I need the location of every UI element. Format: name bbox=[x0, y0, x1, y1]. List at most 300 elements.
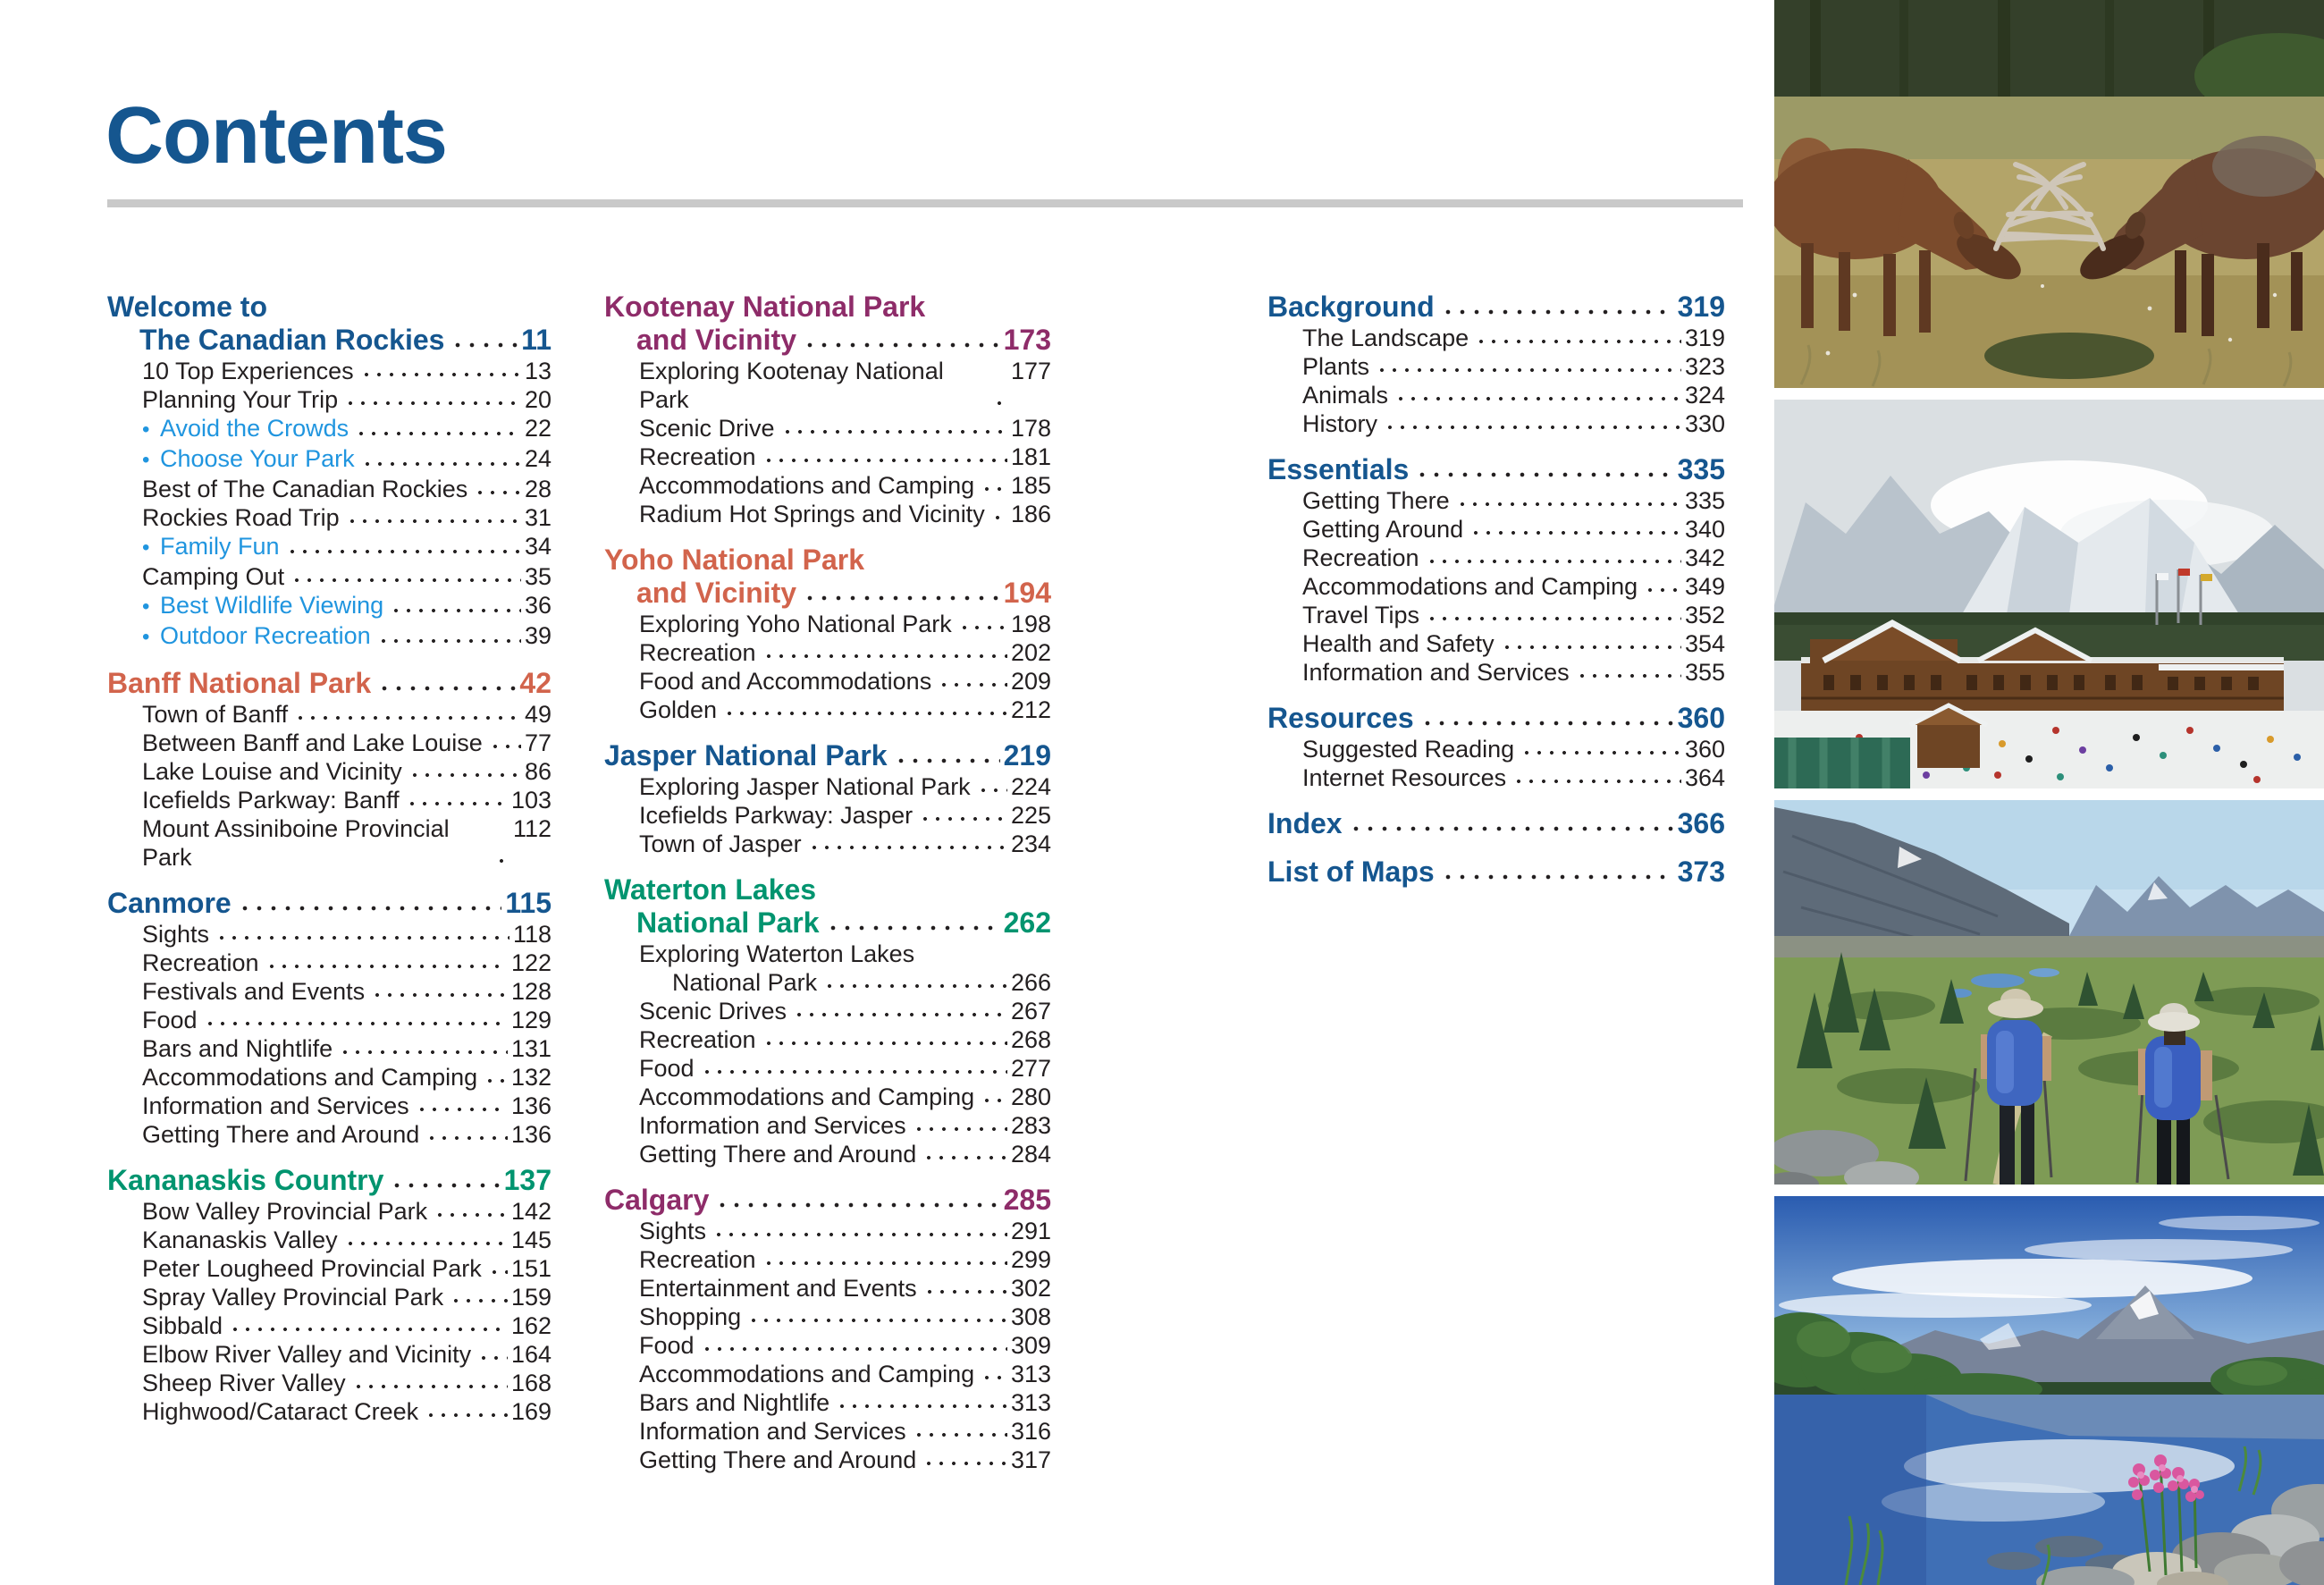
item-label: Sights bbox=[639, 1218, 707, 1244]
dot-leader bbox=[981, 1094, 1007, 1107]
item-label: Getting There and Around bbox=[142, 1121, 420, 1148]
dot-leader bbox=[1426, 555, 1681, 568]
dot-leader bbox=[360, 368, 521, 381]
item-page: 136 bbox=[510, 1121, 552, 1148]
item-label: Planning Your Trip bbox=[142, 386, 339, 413]
section-heading-line bbox=[107, 887, 552, 920]
item-page: 309 bbox=[1010, 1332, 1051, 1359]
item-label: Plants bbox=[1302, 353, 1370, 380]
dot-leader bbox=[1376, 364, 1681, 376]
dot-leader bbox=[1384, 421, 1681, 434]
section-heading-line bbox=[1267, 807, 1725, 840]
item-label: Spray Valley Provincial Park bbox=[142, 1284, 444, 1311]
dot-leader bbox=[836, 1400, 1007, 1412]
section-title: Canmore bbox=[107, 887, 232, 919]
item-page: 128 bbox=[510, 978, 552, 1005]
toc-section bbox=[1267, 856, 1725, 889]
section-heading-line bbox=[1267, 291, 1725, 324]
item-page: 267 bbox=[1010, 998, 1051, 1024]
dot-leader bbox=[803, 339, 1000, 351]
item-page: 323 bbox=[1684, 353, 1725, 380]
toc-item bbox=[604, 610, 1051, 638]
dot-leader bbox=[450, 339, 518, 351]
item-label: Information and Services bbox=[639, 1112, 906, 1139]
section-heading bbox=[604, 739, 1051, 772]
section-title: Kootenay National Park bbox=[604, 291, 926, 323]
item-page: 324 bbox=[1684, 382, 1725, 409]
dot-leader bbox=[484, 1075, 508, 1087]
item-label: 10 Top Experiences bbox=[142, 358, 354, 384]
toc-item bbox=[1267, 409, 1725, 438]
section-title: Resources bbox=[1267, 702, 1414, 734]
toc-item bbox=[604, 1388, 1051, 1417]
item-page: 319 bbox=[1684, 325, 1725, 351]
item-label: National Park bbox=[672, 969, 818, 996]
dot-leader bbox=[715, 1199, 999, 1211]
item-label: Exploring Yoho National Park bbox=[639, 611, 952, 637]
item-label: Kananaskis Valley bbox=[142, 1227, 338, 1253]
dot-leader bbox=[229, 1323, 508, 1336]
item-label: Exploring Jasper National Park bbox=[639, 773, 971, 800]
section-heading-line bbox=[604, 291, 1051, 324]
dot-leader bbox=[450, 1294, 508, 1307]
dot-leader bbox=[803, 592, 1000, 604]
item-page: 13 bbox=[524, 358, 552, 384]
section-title: Essentials bbox=[1267, 453, 1410, 485]
toc-column-3 bbox=[1267, 291, 1725, 904]
toc-item bbox=[604, 940, 1051, 968]
dot-leader bbox=[923, 1286, 1007, 1298]
toc-item bbox=[107, 1006, 552, 1034]
dot-leader bbox=[474, 486, 521, 499]
dot-leader bbox=[1456, 498, 1681, 510]
section-page: 11 bbox=[521, 324, 552, 356]
section-title: Welcome to bbox=[107, 291, 267, 323]
item-label: Accommodations and Camping bbox=[1302, 573, 1638, 600]
item-page: 86 bbox=[524, 758, 552, 785]
section-page: 285 bbox=[1003, 1184, 1051, 1216]
dot-leader bbox=[1475, 335, 1681, 348]
section-heading bbox=[1267, 702, 1725, 735]
item-page: 103 bbox=[510, 787, 552, 814]
item-label: Getting There bbox=[1302, 487, 1450, 514]
item-label: Peter Lougheed Provincial Park bbox=[142, 1255, 482, 1282]
toc-item bbox=[1267, 572, 1725, 601]
item-label: Town of Jasper bbox=[639, 830, 802, 857]
section-title: National Park bbox=[636, 906, 820, 939]
item-page: 355 bbox=[1684, 659, 1725, 686]
section-heading bbox=[604, 1184, 1051, 1217]
dot-leader bbox=[488, 1266, 508, 1278]
dot-leader bbox=[361, 458, 521, 470]
toc-item bbox=[1267, 629, 1725, 658]
toc-section bbox=[1267, 702, 1725, 792]
dot-leader bbox=[215, 932, 509, 944]
item-page: 49 bbox=[524, 701, 552, 728]
section-page: 173 bbox=[1003, 324, 1051, 356]
dot-leader bbox=[712, 1228, 1007, 1241]
section-page: 42 bbox=[519, 667, 552, 699]
toc-item bbox=[107, 729, 552, 757]
dot-leader bbox=[346, 515, 521, 527]
section-heading bbox=[107, 291, 552, 357]
dot-leader bbox=[919, 813, 1007, 825]
toc-item bbox=[107, 503, 552, 532]
toc-section bbox=[604, 544, 1051, 724]
item-page: 354 bbox=[1684, 630, 1725, 657]
toc-item bbox=[107, 414, 552, 444]
item-page: 34 bbox=[524, 533, 552, 560]
section-page: 319 bbox=[1677, 291, 1725, 323]
toc-item bbox=[107, 1092, 552, 1120]
section-title: Kananaskis Country bbox=[107, 1164, 384, 1196]
toc-item bbox=[604, 1446, 1051, 1474]
item-page: 181 bbox=[1010, 443, 1051, 470]
section-page: 115 bbox=[505, 887, 552, 919]
item-page: 268 bbox=[1010, 1026, 1051, 1053]
item-label: Shopping bbox=[639, 1303, 742, 1330]
item-label: Lake Louise and Vicinity bbox=[142, 758, 402, 785]
toc-item bbox=[107, 920, 552, 948]
photo-strip bbox=[1774, 0, 2324, 1585]
dot-leader bbox=[477, 1352, 508, 1364]
item-page: 283 bbox=[1010, 1112, 1051, 1139]
toc-item bbox=[604, 830, 1051, 858]
item-label: Recreation bbox=[142, 949, 259, 976]
item-label: Suggested Reading bbox=[1302, 736, 1515, 763]
item-label: Accommodations and Camping bbox=[639, 472, 975, 499]
dot-leader bbox=[344, 1237, 508, 1250]
photo-mountain-lake bbox=[1774, 1196, 2324, 1585]
item-page: 132 bbox=[510, 1064, 552, 1091]
item-label: Health and Safety bbox=[1302, 630, 1495, 657]
dot-leader bbox=[938, 679, 1007, 691]
ski-lodge-illustration bbox=[1774, 400, 2324, 788]
toc-item bbox=[107, 532, 552, 562]
item-label: Highwood/Cataract Creek bbox=[142, 1398, 419, 1425]
dot-leader bbox=[1644, 584, 1681, 596]
item-page: 284 bbox=[1010, 1141, 1051, 1168]
dot-leader bbox=[377, 635, 521, 647]
section-title: and Vicinity bbox=[636, 577, 797, 609]
section-heading bbox=[604, 873, 1051, 940]
toc-item bbox=[604, 471, 1051, 500]
toc-item bbox=[107, 814, 552, 872]
toc-item bbox=[107, 1197, 552, 1226]
item-label: Accommodations and Camping bbox=[142, 1064, 478, 1091]
dot-leader bbox=[1441, 871, 1674, 883]
dot-leader bbox=[294, 712, 521, 724]
item-page: 35 bbox=[524, 563, 552, 590]
toc-item bbox=[604, 1331, 1051, 1360]
toc-section bbox=[1267, 453, 1725, 687]
dot-leader bbox=[265, 960, 508, 973]
item-label: Information and Services bbox=[142, 1092, 409, 1119]
toc-section bbox=[1267, 807, 1725, 840]
bullet-icon: • bbox=[142, 594, 150, 619]
item-page: 198 bbox=[1010, 611, 1051, 637]
item-page: 291 bbox=[1010, 1218, 1051, 1244]
toc-item bbox=[107, 977, 552, 1006]
section-heading-line bbox=[107, 667, 552, 700]
item-label: Elbow River Valley and Vicinity bbox=[142, 1341, 472, 1368]
toc-item bbox=[1267, 735, 1725, 763]
item-label: Choose Your Park bbox=[160, 445, 355, 472]
dot-leader bbox=[922, 1457, 1007, 1470]
dot-leader bbox=[1415, 468, 1673, 481]
dot-leader bbox=[1469, 527, 1681, 539]
toc-item bbox=[107, 948, 552, 977]
dot-leader bbox=[1520, 746, 1681, 759]
item-label: Recreation bbox=[639, 443, 756, 470]
toc-item bbox=[604, 1111, 1051, 1140]
section-title: Banff National Park bbox=[107, 667, 372, 699]
toc-item bbox=[604, 1083, 1051, 1111]
section-heading bbox=[107, 667, 552, 700]
item-page: 317 bbox=[1010, 1446, 1051, 1473]
section-title: Yoho National Park bbox=[604, 544, 865, 576]
item-label: Getting There and Around bbox=[639, 1446, 917, 1473]
item-label: Internet Resources bbox=[1302, 764, 1507, 791]
toc-item bbox=[604, 357, 1051, 414]
toc-section bbox=[604, 1184, 1051, 1474]
section-page: 366 bbox=[1677, 807, 1725, 839]
dot-leader bbox=[793, 1008, 1007, 1021]
dot-leader bbox=[371, 989, 508, 1001]
item-page: 277 bbox=[1010, 1055, 1051, 1082]
dot-leader bbox=[701, 1066, 1007, 1078]
toc-item bbox=[107, 1254, 552, 1283]
toc-item bbox=[604, 500, 1051, 528]
dot-leader bbox=[408, 769, 521, 781]
toc-item bbox=[107, 1340, 552, 1369]
item-label: Accommodations and Camping bbox=[639, 1361, 975, 1387]
item-page: 308 bbox=[1010, 1303, 1051, 1330]
item-page: 186 bbox=[1010, 501, 1051, 527]
dot-leader bbox=[377, 682, 516, 695]
dot-leader bbox=[762, 650, 1007, 662]
item-page: 313 bbox=[1010, 1389, 1051, 1416]
toc-item bbox=[604, 968, 1051, 997]
item-label: Sibbald bbox=[142, 1312, 223, 1339]
item-label: Recreation bbox=[639, 1026, 756, 1053]
item-page: 112 bbox=[512, 815, 552, 842]
toc-item bbox=[604, 772, 1051, 801]
item-page: 266 bbox=[1010, 969, 1051, 996]
item-label: Camping Out bbox=[142, 563, 285, 590]
section-page: 137 bbox=[503, 1164, 552, 1196]
dot-leader bbox=[981, 1371, 1007, 1384]
item-page: 316 bbox=[1010, 1418, 1051, 1445]
section-title: Waterton Lakes bbox=[604, 873, 817, 906]
item-page: 330 bbox=[1684, 410, 1725, 437]
hikers-meadow-illustration bbox=[1774, 800, 2324, 1185]
dot-leader bbox=[390, 604, 521, 617]
dot-leader bbox=[981, 483, 1007, 495]
toc-item bbox=[1267, 515, 1725, 544]
dot-leader bbox=[826, 922, 1000, 934]
toc-item bbox=[1267, 324, 1725, 352]
toc-item bbox=[107, 1397, 552, 1426]
dot-leader bbox=[1420, 717, 1674, 729]
dot-leader bbox=[762, 1257, 1007, 1269]
section-page: 335 bbox=[1677, 453, 1725, 485]
section-heading-line bbox=[604, 739, 1051, 772]
item-label: Icefields Parkway: Jasper bbox=[639, 802, 914, 829]
mountain-lake-illustration bbox=[1774, 1196, 2324, 1585]
title-rule bbox=[107, 199, 1743, 207]
toc-item bbox=[604, 443, 1051, 471]
section-title: Jasper National Park bbox=[604, 739, 888, 771]
item-page: 302 bbox=[1010, 1275, 1051, 1302]
item-label: Exploring Waterton Lakes bbox=[639, 940, 915, 967]
toc-item bbox=[107, 1034, 552, 1063]
section-title: Calgary bbox=[604, 1184, 710, 1216]
dot-leader bbox=[762, 1037, 1007, 1050]
photo-hikers-meadow bbox=[1774, 800, 2324, 1185]
section-heading bbox=[107, 887, 552, 920]
section-heading bbox=[1267, 453, 1725, 486]
toc-item bbox=[604, 1245, 1051, 1274]
dot-leader bbox=[1501, 641, 1681, 653]
dot-leader bbox=[339, 1046, 508, 1058]
item-label: Recreation bbox=[639, 1246, 756, 1273]
toc-item bbox=[107, 1226, 552, 1254]
item-label: Recreation bbox=[639, 639, 756, 666]
section-heading bbox=[1267, 807, 1725, 840]
dot-leader bbox=[238, 902, 502, 915]
item-page: 212 bbox=[1010, 696, 1051, 723]
item-page: 31 bbox=[524, 504, 552, 531]
section-title: and Vicinity bbox=[636, 324, 797, 356]
item-label: Rockies Road Trip bbox=[142, 504, 340, 531]
section-heading-line bbox=[107, 291, 552, 324]
section-heading-line bbox=[107, 324, 552, 357]
bullet-icon: • bbox=[142, 417, 150, 442]
item-page: 77 bbox=[524, 729, 552, 756]
item-label: Family Fun bbox=[160, 533, 280, 560]
toc-item bbox=[604, 696, 1051, 724]
item-label: Entertainment and Events bbox=[639, 1275, 917, 1302]
item-label: Outdoor Recreation bbox=[160, 622, 371, 649]
section-heading-line bbox=[1267, 856, 1725, 889]
item-label: Best of The Canadian Rockies bbox=[142, 476, 468, 502]
item-label: Scenic Drives bbox=[639, 998, 787, 1024]
dot-leader bbox=[390, 1179, 500, 1192]
item-label: Food bbox=[142, 1007, 198, 1033]
toc-item bbox=[604, 414, 1051, 443]
item-label: Exploring Kootenay National Park bbox=[639, 358, 944, 413]
photo-ski-lodge bbox=[1774, 400, 2324, 788]
item-label: Golden bbox=[639, 696, 718, 723]
item-page: 169 bbox=[510, 1398, 552, 1425]
toc-column-2 bbox=[604, 291, 1051, 1489]
section-heading-line bbox=[107, 1164, 552, 1197]
dot-leader bbox=[977, 784, 1007, 797]
item-page: 162 bbox=[510, 1312, 552, 1339]
dot-leader bbox=[204, 1017, 508, 1030]
section-heading bbox=[604, 544, 1051, 610]
item-page: 352 bbox=[1684, 602, 1725, 628]
toc-item bbox=[1267, 352, 1725, 381]
item-label: Bow Valley Provincial Park bbox=[142, 1198, 428, 1225]
section-heading-line bbox=[604, 906, 1051, 940]
section-title: Index bbox=[1267, 807, 1343, 839]
item-page: 159 bbox=[510, 1284, 552, 1311]
dot-leader bbox=[993, 397, 1007, 409]
item-label: Radium Hot Springs and Vicinity bbox=[639, 501, 985, 527]
item-label: Best Wildlife Viewing bbox=[160, 592, 384, 619]
item-page: 136 bbox=[510, 1092, 552, 1119]
item-label: Festivals and Events bbox=[142, 978, 366, 1005]
item-page: 131 bbox=[510, 1035, 552, 1062]
item-page: 313 bbox=[1010, 1361, 1051, 1387]
toc-item bbox=[107, 1369, 552, 1397]
item-page: 20 bbox=[524, 386, 552, 413]
dot-leader bbox=[416, 1103, 508, 1116]
toc-item bbox=[1267, 486, 1725, 515]
dot-leader bbox=[1576, 670, 1681, 682]
section-heading-line bbox=[604, 577, 1051, 610]
item-label: Town of Banff bbox=[142, 701, 289, 728]
section-heading bbox=[107, 1164, 552, 1197]
dot-leader bbox=[781, 426, 1007, 438]
toc-item bbox=[107, 786, 552, 814]
item-label: Mount Assiniboine Provincial Park bbox=[142, 815, 450, 871]
dot-leader bbox=[425, 1132, 508, 1144]
section-heading-line bbox=[604, 873, 1051, 906]
item-page: 340 bbox=[1684, 516, 1725, 543]
item-page: 118 bbox=[512, 921, 552, 948]
dot-leader bbox=[344, 397, 521, 409]
item-label: Avoid the Crowds bbox=[160, 415, 349, 442]
dot-leader bbox=[434, 1209, 508, 1221]
toc-item bbox=[107, 1283, 552, 1311]
item-label: Food bbox=[639, 1055, 695, 1082]
item-page: 224 bbox=[1010, 773, 1051, 800]
item-label: Accommodations and Camping bbox=[639, 1083, 975, 1110]
item-label: Getting Around bbox=[1302, 516, 1464, 543]
item-page: 22 bbox=[524, 415, 552, 442]
section-heading bbox=[1267, 291, 1725, 324]
item-page: 36 bbox=[524, 592, 552, 619]
item-page: 360 bbox=[1684, 736, 1725, 763]
dot-leader bbox=[1512, 775, 1681, 788]
bullet-icon: • bbox=[142, 625, 150, 649]
item-page: 349 bbox=[1684, 573, 1725, 600]
dot-leader bbox=[723, 707, 1007, 720]
item-label: Icefields Parkway: Banff bbox=[142, 787, 400, 814]
section-heading-line bbox=[604, 544, 1051, 577]
item-label: Travel Tips bbox=[1302, 602, 1420, 628]
dot-leader bbox=[958, 621, 1007, 634]
item-label: Information and Services bbox=[1302, 659, 1570, 686]
toc-item bbox=[604, 997, 1051, 1025]
toc-item bbox=[604, 1360, 1051, 1388]
dot-leader bbox=[762, 454, 1007, 467]
item-page: 129 bbox=[510, 1007, 552, 1033]
dot-leader bbox=[913, 1429, 1007, 1441]
toc-item bbox=[604, 1054, 1051, 1083]
item-label: Getting There and Around bbox=[639, 1141, 917, 1168]
toc-item bbox=[107, 1311, 552, 1340]
item-page: 164 bbox=[510, 1341, 552, 1368]
toc-section bbox=[1267, 291, 1725, 438]
item-label: Bars and Nightlife bbox=[639, 1389, 830, 1416]
toc-item bbox=[107, 444, 552, 475]
toc-item bbox=[1267, 601, 1725, 629]
toc-item bbox=[1267, 763, 1725, 792]
